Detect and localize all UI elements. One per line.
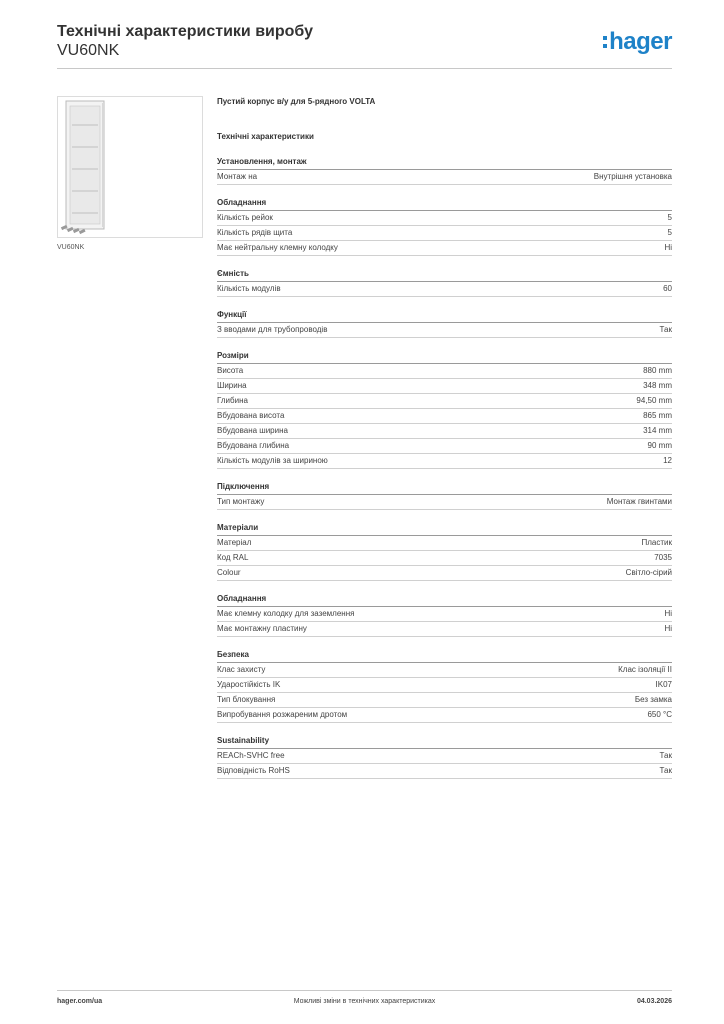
spec-label: Відповідність RoHS [217, 766, 290, 775]
product-name: Пустий корпус в/у для 5-рядного VOLTA [217, 97, 376, 106]
spec-value: Так [659, 766, 672, 775]
spec-label: Ударостійкість IK [217, 680, 281, 689]
footer-divider [57, 990, 672, 991]
spec-label: Матеріал [217, 538, 252, 547]
spec-row [217, 607, 672, 622]
spec-section [217, 155, 672, 185]
spec-section [217, 349, 672, 469]
spec-row [217, 566, 672, 581]
section-heading: Обладнання [217, 592, 672, 607]
spec-label: REACh-SVHC free [217, 751, 285, 760]
spec-row [217, 323, 672, 338]
spec-section [217, 480, 672, 510]
section-heading: Підключення [217, 480, 672, 495]
footer-note: Можливі зміни в технічних характеристиках [293, 998, 436, 1005]
spec-row [217, 693, 672, 708]
spec-value: Світло-сірий [625, 568, 672, 577]
spec-row [217, 394, 672, 409]
spec-value: 60 [663, 284, 672, 293]
spec-row [217, 663, 672, 678]
logo-text: hager [609, 28, 672, 55]
spec-row [217, 211, 672, 226]
section-heading: Матеріали [217, 521, 672, 536]
spec-label: Код RAL [217, 553, 249, 562]
spec-row [217, 409, 672, 424]
spec-section [217, 196, 672, 256]
header-divider [57, 68, 672, 69]
spec-value: 90 mm [647, 441, 672, 450]
spec-value: 650 °C [647, 710, 672, 719]
spec-label: Має монтажну пластину [217, 624, 307, 633]
spec-value: Клас ізоляції II [618, 665, 672, 674]
spec-label: Монтаж на [217, 172, 258, 181]
spec-title: Технічні характеристики [217, 132, 314, 141]
footer-date: 04.03.2026 [636, 998, 672, 1005]
spec-value: 5 [667, 228, 672, 237]
section-heading: Ємність [217, 267, 672, 282]
spec-row [217, 708, 672, 723]
image-caption: VU60NK [57, 244, 85, 251]
spec-label: Ширина [217, 381, 247, 390]
product-image [57, 96, 203, 238]
spec-section [217, 267, 672, 297]
spec-value: 865 mm [643, 411, 672, 420]
spec-sections [217, 155, 672, 779]
section-heading: Sustainability [217, 734, 672, 749]
spec-row [217, 379, 672, 394]
logo-dots-icon [603, 34, 607, 50]
spec-section [217, 734, 672, 779]
spec-section [217, 521, 672, 581]
spec-value: 314 mm [643, 426, 672, 435]
section-heading: Безпека [217, 648, 672, 663]
spec-value: Пластик [641, 538, 672, 547]
spec-label: Глибина [217, 396, 248, 405]
spec-value: Ні [664, 624, 672, 633]
spec-value: 348 mm [643, 381, 672, 390]
spec-row [217, 424, 672, 439]
page-title: Технічні характеристики виробу [57, 23, 313, 40]
section-heading: Функції [217, 308, 672, 323]
section-heading: Установлення, монтаж [217, 155, 672, 170]
spec-row [217, 495, 672, 510]
spec-value: Без замка [634, 695, 672, 704]
spec-row [217, 536, 672, 551]
spec-label: Має клемну колодку для заземлення [217, 609, 355, 618]
spec-content [217, 95, 672, 779]
section-heading: Розміри [217, 349, 672, 364]
spec-row [217, 678, 672, 693]
enclosure-product-image [58, 97, 202, 237]
spec-label: Вбудована глибина [217, 441, 290, 450]
spec-label: Вбудована ширина [217, 426, 288, 435]
spec-label: Кількість рейок [217, 213, 273, 222]
spec-label: Тип блокування [217, 695, 276, 704]
spec-label: Кількість рядів щита [217, 228, 293, 237]
spec-section [217, 648, 672, 723]
spec-value: Ні [664, 243, 672, 252]
spec-value: 94,50 mm [636, 396, 672, 405]
spec-label: Colour [217, 568, 241, 577]
spec-value: Внутрішня установка [593, 172, 672, 181]
spec-row [217, 551, 672, 566]
spec-value: IK07 [655, 680, 672, 689]
section-heading: Обладнання [217, 196, 672, 211]
spec-label: Кількість модулів за шириною [217, 456, 328, 465]
spec-label: Вбудована висота [217, 411, 285, 420]
spec-value: 880 mm [643, 366, 672, 375]
spec-label: Висота [217, 366, 244, 375]
spec-label: Кількість модулів [217, 284, 281, 293]
spec-label: Має нейтральну клемну колодку [217, 243, 338, 252]
hager-logo [603, 28, 672, 56]
spec-value: 12 [663, 456, 672, 465]
spec-row [217, 439, 672, 454]
spec-section [217, 308, 672, 338]
spec-label: Тип монтажу [217, 497, 265, 506]
spec-label: Клас захисту [217, 665, 266, 674]
page-header [57, 22, 672, 60]
spec-value: Так [659, 751, 672, 760]
spec-section [217, 592, 672, 637]
spec-row [217, 749, 672, 764]
spec-row [217, 764, 672, 779]
spec-value: Монтаж гвинтами [606, 497, 672, 506]
spec-label: З вводами для трубопроводів [217, 325, 328, 334]
spec-value: 7035 [654, 553, 672, 562]
product-code: VU60NK [57, 42, 120, 59]
spec-row [217, 170, 672, 185]
spec-row [217, 241, 672, 256]
spec-value: 5 [667, 213, 672, 222]
spec-row [217, 226, 672, 241]
spec-row [217, 622, 672, 637]
spec-row [217, 454, 672, 469]
spec-value: Ні [664, 609, 672, 618]
spec-row [217, 364, 672, 379]
footer-website[interactable]: hager.com/ua [57, 998, 103, 1005]
spec-label: Випробування розжареним дротом [217, 710, 348, 719]
spec-row [217, 282, 672, 297]
spec-value: Так [659, 325, 672, 334]
